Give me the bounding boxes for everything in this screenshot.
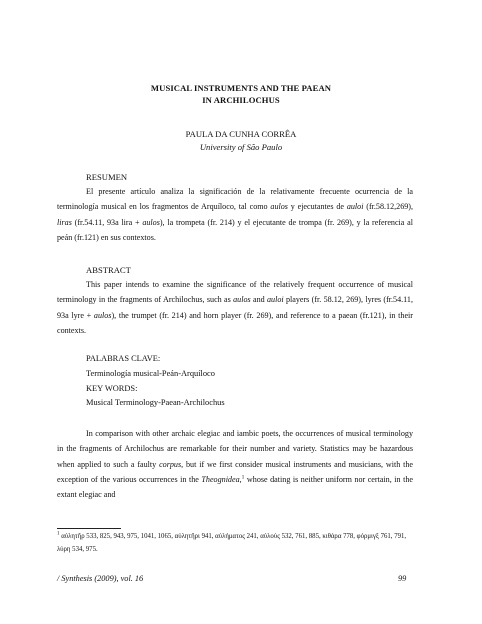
journal-name: Synthesis <box>61 574 93 583</box>
keywords-es-value: Terminología musical-Peán-Arquíloco <box>86 368 215 378</box>
keywords-en-label: KEY WORDS: <box>86 383 138 393</box>
author-name: PAULA DA CUNHA CORRÊA <box>185 129 297 139</box>
footnote-reference: 1 <box>241 474 245 481</box>
title-line-2: IN ARCHILOCHUS <box>202 95 280 105</box>
journal-year-volume: (2009), vol. 16 <box>94 574 144 583</box>
keywords-en-value: Musical Terminology-Paean-Archilochus <box>86 398 225 408</box>
abstract-heading: ABSTRACT <box>86 265 131 275</box>
title-line-1: MUSICAL INSTRUMENTS AND THE PAEAN <box>150 83 332 93</box>
footnote-divider <box>57 528 121 529</box>
footnote-mark: 1 <box>57 531 60 537</box>
keywords-block <box>86 352 225 411</box>
resumen-paragraph: El presente artículo analiza la significación de la relativamente frecuente ocurrencia de la terminología musical en los fragmentos de Arquíloco, tal como aulos y ejecutantes de auloi (fr.58.12,269), liras (fr.54.11, 93a lira + aulos), la trompeta (fr. 214) y el ejecutante de trompa (fr. 269), y la referencia al peán (fr.121) en sus contextos. <box>57 187 414 242</box>
body-paragraph: In comparison with other archaic elegiac and iambic poets, the occurrences of musical terminology in the fragments of Archilochus are remarkable for their number and variety. Statistics may be hazardous when applied to such a faulty corpus, but if we first consider musical instruments and musicians, with the exception of the various occurrences in the Theognidea,$^1$ whose dating is neither uniform nor certain, in the extant elegiac and <box>57 429 413 500</box>
journal-citation: / Synthesis (2009), vol. 16 <box>57 574 144 583</box>
keywords-es-label: PALABRAS CLAVE: <box>86 354 161 363</box>
page-number: 99 <box>398 574 407 583</box>
resumen-heading: RESUMEN <box>86 172 128 182</box>
footnote <box>57 531 419 556</box>
article-title <box>0 82 482 106</box>
author-affiliation: University of São Paulo <box>199 142 283 152</box>
footnote-text: αὐλητῆρ 533, 825, 943, 975, 1041, 1065, αὐλητῆρι 941, αὐλήματος 241, αὐλοὺς 532, 761, 885, κιθάρα 778, φόρμιγξ 761, 791, λύρη 534, 975. <box>57 533 407 553</box>
abstract-paragraph: This paper intends to examine the significance of the relatively frequent occurrence of musical terminology in the fragments of Archilochus, such as aulos and auloi players (fr. 58.12, 269), lyres (fr.54.11, 93a lyre + aulos), the trumpet (fr. 214) and horn player (fr. 269), and reference to a paean (fr.121), in their contexts. <box>57 280 413 335</box>
